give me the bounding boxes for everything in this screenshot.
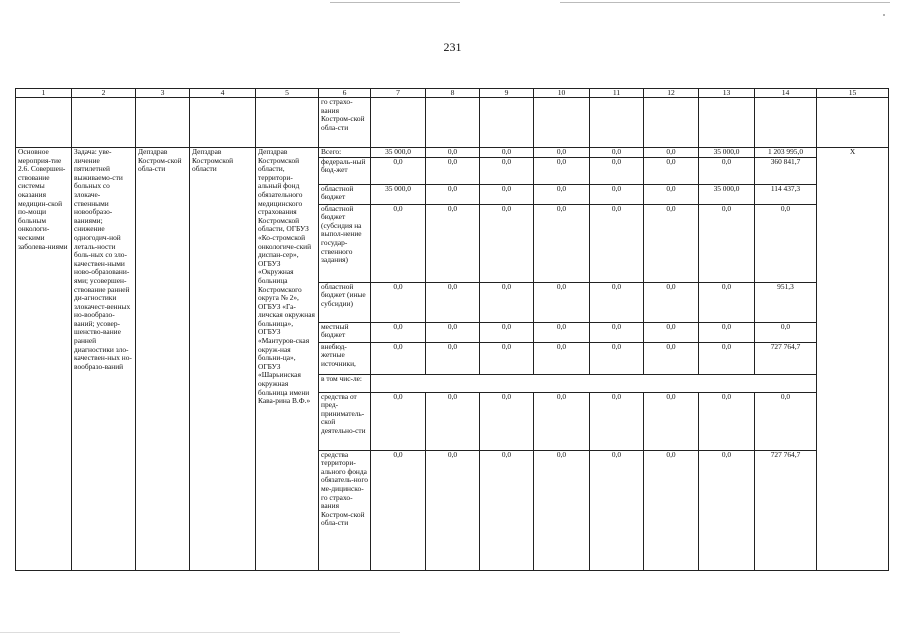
- value-cell: 0,0: [590, 157, 644, 184]
- source-label: Всего:: [319, 148, 371, 158]
- value-cell: 0,0: [590, 342, 644, 374]
- value-cell: 0,0: [644, 184, 699, 204]
- value-cell: 0,0: [371, 450, 426, 570]
- page-number: 231: [443, 40, 462, 54]
- value-cell: 0,0: [371, 392, 426, 450]
- value-cell: 35 000,0: [699, 148, 755, 158]
- column-header: 13: [699, 89, 755, 98]
- value-cell: 360 841,7: [755, 157, 817, 184]
- value-cell: 0,0: [426, 282, 480, 322]
- value-cell: 0,0: [426, 322, 480, 342]
- participants-cell: Депздрав Костромской области, территори-альный фонд обязательного медицинского страхования Костромской области, ОГБУЗ «Ко-стромской онкологиче-ский диспан-сер», ОГБУЗ «Окружная больница Костромского округа № 2», ОГБУЗ «Га-личская окружная больница», ОГБУЗ «Мантуров-ская окруж-ная больни-ца», ОГБУЗ «Шарьинская окружная больница имени Кава-рина В.Ф.»: [256, 148, 319, 571]
- value-cell: 0,0: [426, 148, 480, 158]
- value-cell: 0,0: [534, 184, 590, 204]
- value-cell: 0,0: [480, 184, 534, 204]
- value-cell: 0,0: [590, 184, 644, 204]
- value-cell: 0,0: [426, 450, 480, 570]
- value-cell: 727 764,7: [755, 342, 817, 374]
- value-cell: 35 000,0: [371, 148, 426, 158]
- value-cell: 114 437,3: [755, 184, 817, 204]
- value-cell: 0,0: [534, 157, 590, 184]
- value-cell: 0,0: [644, 450, 699, 570]
- value-cell: 0,0: [644, 157, 699, 184]
- value-cell: 0,0: [480, 342, 534, 374]
- value-cell: 0,0: [644, 204, 699, 282]
- value-cell: 0,0: [534, 204, 590, 282]
- source-label: внебюд-жетные источники,: [319, 342, 371, 374]
- source-label: местный бюджет: [319, 322, 371, 342]
- value-cell: 0,0: [755, 204, 817, 282]
- value-cell: 0,0: [534, 282, 590, 322]
- value-cell: 0,0: [480, 282, 534, 322]
- value-cell: 0,0: [426, 204, 480, 282]
- continuation-source-cell: го страхо-вания Костром-ской обла-сти: [319, 98, 371, 148]
- value-cell: 0,0: [644, 342, 699, 374]
- coexecutor-cell: Депздрав Костромской области: [190, 148, 256, 571]
- value-cell: 0,0: [699, 204, 755, 282]
- value-cell: 0,0: [699, 282, 755, 322]
- continuation-row: [16, 98, 889, 148]
- value-cell: 0,0: [644, 282, 699, 322]
- scan-artifact-line: [0, 632, 400, 633]
- value-cell: 0,0: [480, 392, 534, 450]
- value-cell: 0,0: [371, 322, 426, 342]
- scan-artifact-dot: [883, 14, 885, 16]
- budget-table: [15, 88, 889, 571]
- value-cell: 0,0: [480, 450, 534, 570]
- value-cell: 0,0: [755, 322, 817, 342]
- value-cell: 0,0: [699, 392, 755, 450]
- source-label: средства территори-ального фонда обязатель-ного ме-дицинско-го страхо-вания Костром-ской обла-сти: [319, 450, 371, 570]
- value-cell: 0,0: [699, 157, 755, 184]
- value-cell: 0,0: [534, 450, 590, 570]
- value-cell: 0,0: [644, 392, 699, 450]
- table-row: [16, 148, 889, 158]
- task-description-cell: Задача: уве-личение пятилетней выживаемо-сти больных со злокаче-ственными новообразо-ваниями; снижение одногодич-ной леталь-ности боль-ных со зло-качествен-ными ново-образовани-ями; усовершен-ствование ранней ди-агностики злокачест-венных но-вообразо-ваний; усовер-шенство-вание ранней диагностики зло-качествен-ных но-вообразо-ваний: [72, 148, 136, 571]
- column-header: 12: [644, 89, 699, 98]
- value-cell: 0,0: [534, 342, 590, 374]
- value-cell: 0,0: [590, 282, 644, 322]
- value-cell: 0,0: [699, 450, 755, 570]
- value-cell: 0,0: [755, 392, 817, 450]
- source-label: областной бюджет (иные субсидии): [319, 282, 371, 322]
- source-label: средства от пред-приниматель-ской деятельно-сти: [319, 392, 371, 450]
- value-cell: 0,0: [371, 204, 426, 282]
- result-mark-cell: Х: [817, 148, 889, 571]
- source-label: областной бюджет: [319, 184, 371, 204]
- value-cell: 0,0: [480, 148, 534, 158]
- source-label: в том чис-ле:: [319, 374, 371, 392]
- value-cell: 35 000,0: [699, 184, 755, 204]
- value-cell: 0,0: [426, 157, 480, 184]
- value-cell: 0,0: [699, 342, 755, 374]
- column-header: 1: [16, 89, 72, 98]
- value-cell: 0,0: [699, 322, 755, 342]
- responsible-executor-cell: Депздрав Костром-ской обла-сти: [136, 148, 190, 571]
- column-header: 11: [590, 89, 644, 98]
- value-cell: 0,0: [534, 392, 590, 450]
- value-cell: 0,0: [480, 157, 534, 184]
- value-cell: 0,0: [590, 450, 644, 570]
- value-cell: 951,3: [755, 282, 817, 322]
- column-header-row: [16, 89, 889, 98]
- value-cell: 0,0: [426, 392, 480, 450]
- value-cell: 0,0: [534, 148, 590, 158]
- value-cell: 0,0: [590, 204, 644, 282]
- value-cell: 0,0: [371, 342, 426, 374]
- column-header: 15: [817, 89, 889, 98]
- value-cell: 35 000,0: [371, 184, 426, 204]
- value-cell: 0,0: [644, 148, 699, 158]
- value-cell: 0,0: [480, 322, 534, 342]
- column-header: 2: [72, 89, 136, 98]
- value-cell: 0,0: [371, 157, 426, 184]
- column-header: 14: [755, 89, 817, 98]
- source-label: областной бюджет (субсидия на выпол-нение государ-ственного задания): [319, 204, 371, 282]
- value-cell: 0,0: [590, 148, 644, 158]
- value-cell: 0,0: [644, 322, 699, 342]
- column-header: 5: [256, 89, 319, 98]
- source-label: федераль-ный бюд-жет: [319, 157, 371, 184]
- activity-name-cell: Основное мероприя-тие 2.6. Совершен-ствование системы оказания медицин-ской по-мощи больным онкологи-ческими заболева-ниями: [16, 148, 72, 571]
- column-header: 10: [534, 89, 590, 98]
- value-cell: 0,0: [590, 392, 644, 450]
- value-cell: 0,0: [426, 342, 480, 374]
- column-header: 6: [319, 89, 371, 98]
- column-header: 7: [371, 89, 426, 98]
- value-cell: 0,0: [371, 282, 426, 322]
- value-cell: 0,0: [426, 184, 480, 204]
- value-cell: 0,0: [590, 322, 644, 342]
- column-header: 3: [136, 89, 190, 98]
- column-header: 4: [190, 89, 256, 98]
- value-cell: 727 764,7: [755, 450, 817, 570]
- value-cell: 0,0: [480, 204, 534, 282]
- column-header: 8: [426, 89, 480, 98]
- scan-artifact-line: [330, 2, 460, 3]
- column-header: 9: [480, 89, 534, 98]
- value-cell: 1 203 995,0: [755, 148, 817, 158]
- scan-artifact-line: [560, 2, 890, 3]
- value-cell: 0,0: [534, 322, 590, 342]
